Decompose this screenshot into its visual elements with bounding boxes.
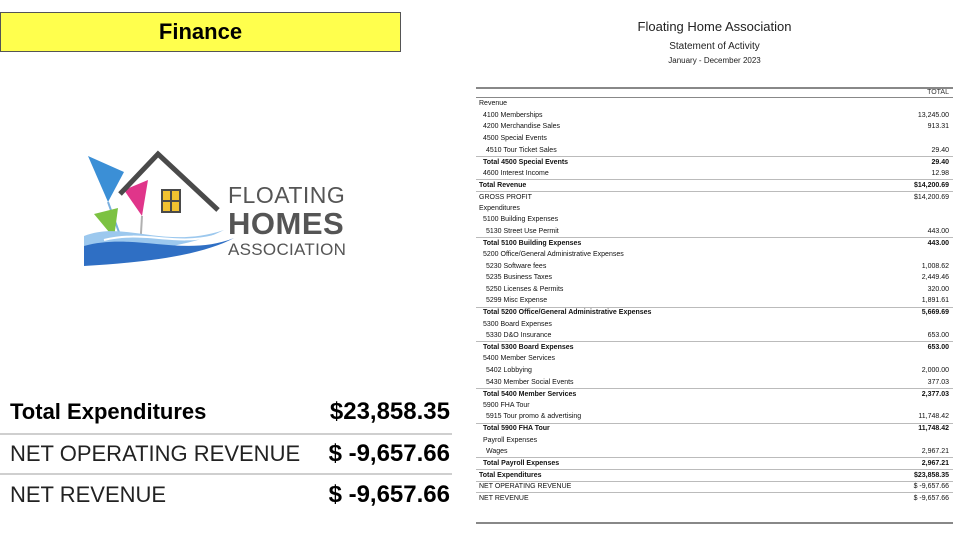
table-row — [476, 237, 953, 249]
logo-text-association: ASSOCIATION — [228, 240, 347, 259]
row-label: 5915 Tour promo & advertising — [486, 413, 582, 421]
summary-label: Total Expenditures — [10, 399, 207, 424]
column-header-total: TOTAL — [927, 89, 949, 96]
table-row — [476, 260, 953, 272]
row-label: 4200 Merchandise Sales — [483, 123, 561, 131]
table-row — [476, 98, 953, 110]
row-amount: 1,891.61 — [921, 297, 949, 305]
summary-totals — [0, 391, 452, 515]
row-amount: $ -9,657.66 — [913, 494, 949, 502]
row-label: 5300 Board Expenses — [483, 320, 552, 328]
table-row — [476, 156, 953, 168]
table-row — [476, 214, 953, 226]
row-label: GROSS PROFIT — [479, 193, 532, 201]
table-row — [476, 144, 953, 156]
table-row — [476, 469, 953, 481]
logo-text-floating: FLOATING — [228, 182, 346, 208]
table-row — [476, 295, 953, 307]
row-amount: 377.03 — [927, 378, 949, 386]
table-row — [476, 446, 953, 458]
summary-value: $ -9,657.66 — [328, 481, 450, 508]
row-amount: 2,000.00 — [921, 366, 949, 374]
row-amount: $14,200.69 — [913, 193, 949, 201]
table-row — [476, 272, 953, 284]
table-row — [476, 411, 953, 423]
row-amount: 11,748.42 — [918, 413, 949, 421]
row-label: 5900 FHA Tour — [483, 401, 530, 409]
row-label: 5200 Office/General Administrative Expenses — [483, 251, 624, 259]
row-amount: 653.00 — [927, 332, 949, 340]
row-label: Payroll Expenses — [483, 436, 538, 444]
row-amount: 443.00 — [927, 239, 949, 247]
row-amount: 12.98 — [931, 169, 949, 177]
report-company-name: Floating Home Association — [637, 19, 792, 34]
row-amount: $14,200.69 — [913, 181, 949, 189]
row-amount: 653.00 — [927, 344, 949, 352]
row-label: Wages — [486, 448, 508, 456]
row-label: 5130 Street Use Permit — [486, 227, 559, 235]
table-row — [476, 191, 953, 203]
row-amount: 2,377.03 — [921, 390, 949, 398]
row-label: 4500 Special Events — [483, 135, 547, 143]
row-label: 5400 Member Services — [483, 355, 555, 363]
summary-label: NET REVENUE — [10, 482, 167, 507]
row-label: Total 4500 Special Events — [483, 158, 569, 166]
table-row — [476, 168, 953, 180]
report-period: January - December 2023 — [668, 56, 761, 65]
row-label: Total Revenue — [479, 181, 527, 189]
row-amount: 2,967.21 — [921, 460, 949, 468]
row-amount: 2,967.21 — [921, 448, 949, 456]
row-amount: 29.40 — [931, 158, 949, 166]
row-amount: 5,669.69 — [921, 309, 949, 317]
row-label: 5235 Business Taxes — [486, 274, 553, 282]
row-label: 5250 Licenses & Permits — [486, 285, 564, 293]
row-amount: 1,008.62 — [921, 262, 949, 270]
row-label: 4510 Tour Ticket Sales — [486, 146, 557, 154]
report-divider — [476, 522, 953, 524]
row-label: 5299 Misc Expense — [486, 297, 548, 305]
row-label: Expenditures — [479, 204, 520, 212]
row-label: 5330 D&O Insurance — [486, 332, 552, 340]
row-label: 5230 Software fees — [486, 262, 547, 270]
table-row — [476, 249, 953, 261]
row-label: NET OPERATING REVENUE — [479, 483, 572, 491]
logo-wordmark — [228, 184, 346, 258]
row-label: 4600 Interest Income — [483, 169, 549, 177]
table-row — [476, 133, 953, 145]
table-row — [476, 388, 953, 400]
report-divider — [476, 87, 953, 89]
row-label: NET REVENUE — [479, 494, 529, 502]
row-label: Total 5300 Board Expenses — [483, 344, 574, 352]
row-amount: 13,245.00 — [917, 111, 949, 119]
row-amount: 11,748.42 — [918, 425, 949, 433]
summary-value: $ -9,657.66 — [328, 440, 450, 467]
summary-label: NET OPERATING REVENUE — [10, 441, 301, 466]
logo-text-homes: HOMES — [228, 206, 345, 241]
summary-row-net-revenue — [0, 475, 452, 515]
table-row — [476, 179, 953, 191]
row-label: Total Expenditures — [479, 471, 542, 479]
table-row — [476, 318, 953, 330]
blue-flag-icon — [88, 156, 124, 202]
report-rows — [476, 98, 953, 504]
table-row — [476, 492, 953, 504]
row-amount: 913.31 — [927, 123, 949, 131]
row-amount: 2,449.46 — [921, 274, 949, 282]
table-row — [476, 330, 953, 342]
table-row — [476, 307, 953, 319]
row-label: 5430 Member Social Events — [486, 378, 574, 386]
table-row — [476, 457, 953, 469]
row-label: 5402 Lobbying — [486, 366, 532, 374]
floating-homes-logo — [84, 150, 360, 266]
row-label: 5100 Building Expenses — [483, 216, 559, 224]
row-label: Revenue — [479, 100, 508, 108]
row-label: Total 5900 FHA Tour — [483, 425, 550, 433]
row-label: Total Payroll Expenses — [483, 460, 560, 468]
row-label: 4100 Memberships — [483, 111, 543, 119]
table-row — [476, 353, 953, 365]
table-row — [476, 226, 953, 238]
table-row — [476, 284, 953, 296]
row-amount: 29.40 — [931, 146, 949, 154]
row-amount: $ -9,657.66 — [913, 483, 949, 491]
report-title: Statement of Activity — [669, 41, 760, 52]
table-row — [476, 365, 953, 377]
row-label: Total 5200 Office/General Administrative Expenses — [483, 309, 652, 317]
table-row — [476, 202, 953, 214]
row-amount: 443.00 — [927, 227, 949, 235]
row-label: Total 5400 Member Services — [483, 390, 577, 398]
summary-row-total-expenditures — [0, 391, 452, 435]
table-row — [476, 481, 953, 493]
table-row — [476, 341, 953, 353]
row-amount: $23,858.35 — [913, 471, 949, 479]
table-row — [476, 110, 953, 122]
row-amount: 320.00 — [927, 285, 949, 293]
summary-value: $23,858.35 — [329, 398, 450, 425]
table-row — [476, 376, 953, 388]
finance-title-banner — [0, 12, 401, 52]
table-row — [476, 434, 953, 446]
table-row — [476, 399, 953, 411]
table-row — [476, 121, 953, 133]
row-label: Total 5100 Building Expenses — [483, 239, 582, 247]
finance-title: Finance — [158, 19, 243, 44]
table-row — [476, 423, 953, 435]
summary-row-net-operating-revenue — [0, 435, 452, 475]
